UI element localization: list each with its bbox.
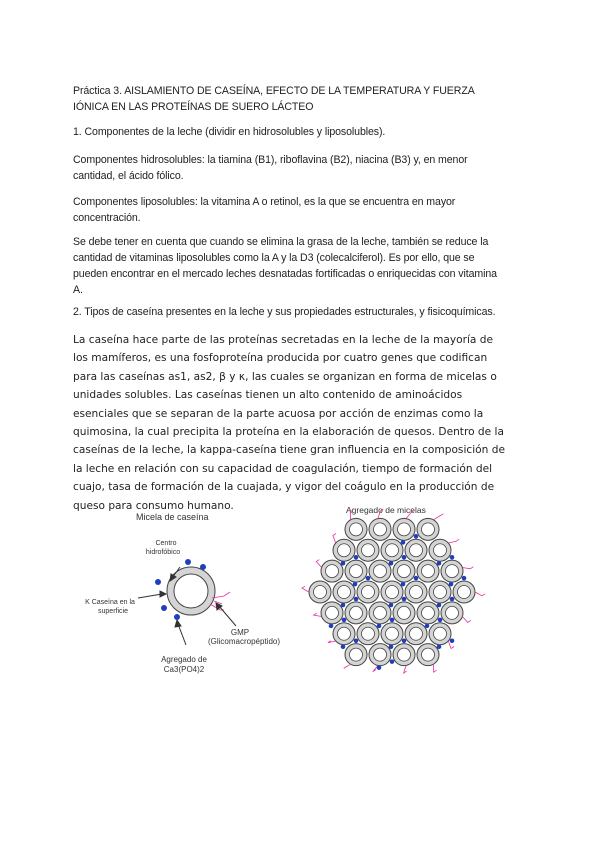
calcium-phosphate-dot — [342, 618, 347, 623]
calcium-phosphate-dot — [414, 576, 419, 581]
gmp-strand — [404, 665, 407, 673]
micelle-core — [326, 606, 339, 619]
micelle-core — [362, 627, 375, 640]
micelle-core — [398, 523, 411, 536]
micelle-core — [386, 544, 399, 557]
micelle-core — [434, 627, 447, 640]
line: cantidad de vitaminas liposolubles como la A y la D3 (colecalciferol). Es por ello, que se — [73, 252, 475, 264]
calcium-phosphate-dot — [437, 561, 442, 566]
calcium-phosphate-dot — [389, 644, 394, 649]
calcium-phosphate-dot — [390, 659, 395, 664]
calcium-phosphate-dot — [450, 597, 455, 602]
micelle-core — [386, 627, 399, 640]
micelle-core — [374, 606, 387, 619]
micelle-core — [338, 627, 351, 640]
title-line: Práctica 3. AISLAMIENTO DE CASEÍNA, EFECTO DE LA TEMPERATURA Y FUERZA — [73, 85, 475, 97]
line: los mamíferos, es una fosfoproteína producida por cuatro genes que codifican — [73, 352, 488, 365]
label-kcaseina: K Caseína en la — [85, 599, 135, 606]
gmp-strand — [475, 592, 485, 596]
calcium-phosphate-dot — [354, 638, 359, 643]
line: pueden encontrar en el mercado leches desnatadas fortificadas o enriquecidas con vitamina — [73, 268, 497, 280]
line: La caseína hace parte de las proteínas secretadas en la leche de la mayoría de — [73, 334, 494, 346]
micelle-core — [314, 586, 327, 599]
paragraph-grasa — [73, 234, 497, 298]
gmp-strand — [433, 514, 443, 520]
calcium-phosphate-dot — [389, 603, 394, 608]
gmp-strand — [302, 586, 309, 592]
agregado-title: Agregado de micelas — [346, 505, 426, 515]
paragraph-caseina — [73, 331, 505, 515]
label-centro: Centro — [155, 540, 177, 547]
micelle-core — [422, 523, 435, 536]
heading-text: 1. Componentes de la leche (dividir en hidrosolubles y liposolubles). — [73, 126, 386, 138]
gmp-strand — [328, 641, 336, 643]
line: unidades solubles. Las caseínas tienen un alto contenido de aminoácidos — [73, 389, 463, 402]
micelle-core — [362, 544, 375, 557]
micelle-core — [338, 586, 351, 599]
line: quimosina, la cual precipita la proteína en la elaboración de quesos. Dentro de la — [73, 426, 504, 439]
calcium-phosphate-dot — [402, 638, 407, 643]
calcium-phosphate-dot — [341, 603, 346, 608]
paragraph-liposolubles — [73, 194, 455, 226]
calcium-phosphate-dot — [377, 665, 382, 670]
calcium-phosphate-dot — [462, 576, 467, 581]
micelle-core — [410, 627, 423, 640]
document-title — [73, 83, 475, 115]
line: caseínas de la leche, la kappa-caseína tiene gran influencia en la composición de — [73, 444, 505, 457]
gmp-strand — [462, 616, 470, 622]
label-agregado-ca: Agregado de — [161, 655, 207, 664]
line: esenciales que se separan de la parte acuosa por acción de enzimas como la — [73, 407, 484, 420]
calcium-phosphate-dot — [401, 582, 406, 587]
calcium-phosphate-dot — [329, 624, 334, 629]
label-agregado-ca: Ca3(PO4)2 — [163, 665, 205, 674]
section-1-heading — [73, 124, 385, 140]
line: cantidad, el ácido fólico. — [73, 170, 184, 182]
casein-figure — [0, 500, 600, 720]
micela-title: Micela de caseína — [136, 512, 209, 522]
section-2-heading — [73, 304, 495, 320]
micelle-core — [362, 586, 375, 599]
micelle-core — [350, 565, 363, 578]
micelle-core — [422, 648, 435, 661]
micelle-core — [434, 586, 447, 599]
calcium-phosphate-dot — [450, 638, 455, 643]
calcium-phosphate-dot — [389, 561, 394, 566]
micelle-core — [398, 648, 411, 661]
line: Componentes hidrosolubles: la tiamina (B1), riboflavina (B2), niacina (B3) y, en menor — [73, 154, 468, 166]
calcium-phosphate-dot — [354, 597, 359, 602]
line: concentración. — [73, 212, 141, 224]
micelle-core — [458, 586, 471, 599]
line: la leche en relación con su capacidad de coagulación, tiempo de formación del — [73, 462, 493, 475]
calcium-phosphate-dot — [390, 618, 395, 623]
micelle-core — [350, 606, 363, 619]
label-kcaseina: superficie — [98, 608, 128, 615]
micelle-core — [410, 544, 423, 557]
label-gmp: (Glicomacropéptido) — [207, 637, 281, 646]
calcium-phosphate-dot — [341, 644, 346, 649]
heading-text: 2. Tipos de caseína presentes en la leche y sus propiedades estructurales, y fisicoquímicas. — [73, 306, 496, 318]
calcium-phosphate-dot — [425, 624, 430, 629]
calcium-phosphate-dot — [402, 597, 407, 602]
micelle-core — [434, 544, 447, 557]
paragraph-hidrosolubles — [73, 152, 468, 184]
gmp-strand — [433, 664, 436, 672]
calcium-phosphate-dot — [414, 534, 419, 539]
calcium-phosphate-dot — [438, 618, 443, 623]
micelle-core — [410, 586, 423, 599]
gmp-strand — [448, 539, 459, 543]
calcium-phosphate-dot — [353, 582, 358, 587]
micelle-aggregate — [302, 509, 485, 673]
micelle-core — [350, 648, 363, 661]
line: para las caseínas as1, as2, β y κ, las cuales se organizan en forma de micelas o — [73, 370, 497, 383]
micelle-diagram — [138, 559, 236, 645]
micelle-core — [374, 565, 387, 578]
micelle-core — [422, 565, 435, 578]
micelle-core — [398, 606, 411, 619]
gmp-strand — [333, 534, 336, 544]
calcium-phosphate-dot — [450, 555, 455, 560]
line: cuajo, tasa de formación de la cuajada, y vigor del coágulo en la producción de — [73, 481, 495, 494]
gmp-strand — [316, 560, 321, 568]
micelle-core — [374, 523, 387, 536]
calcium-phosphate-dot — [377, 624, 382, 629]
label-gmp: GMP — [230, 628, 250, 637]
gmp-strand — [462, 567, 473, 569]
micelle-core — [386, 586, 399, 599]
micelle-core — [350, 523, 363, 536]
calcium-phosphate-dot — [402, 555, 407, 560]
label-centro: hidrofóbico — [145, 549, 181, 556]
line: A. — [73, 284, 83, 296]
micelle-core — [446, 565, 459, 578]
gmp-strand — [314, 613, 322, 616]
micelle-core — [398, 565, 411, 578]
calcium-phosphate-dot — [437, 644, 442, 649]
calcium-phosphate-dot — [437, 603, 442, 608]
gmp-strand — [344, 664, 351, 668]
micelle-core — [446, 606, 459, 619]
micelle-core — [338, 544, 351, 557]
micelle-core — [422, 606, 435, 619]
micelle-core — [326, 565, 339, 578]
calcium-phosphate-dot — [366, 576, 371, 581]
calcium-phosphate-dot — [341, 561, 346, 566]
calcium-phosphate-dot — [401, 540, 406, 545]
calcium-phosphate-dot — [449, 582, 454, 587]
calcium-phosphate-dot — [354, 555, 359, 560]
line: Se debe tener en cuenta que cuando se elimina la grasa de la leche, también se reduce la — [73, 236, 489, 248]
title-line: IÓNICA EN LAS PROTEÍNAS DE SUERO LÁCTEO — [73, 101, 314, 113]
line: Componentes liposolubles: la vitamina A o retinol, es la que se encuentra en mayor — [73, 196, 456, 208]
micelle-core — [374, 648, 387, 661]
line: queso para consumo humano. — [73, 499, 234, 512]
